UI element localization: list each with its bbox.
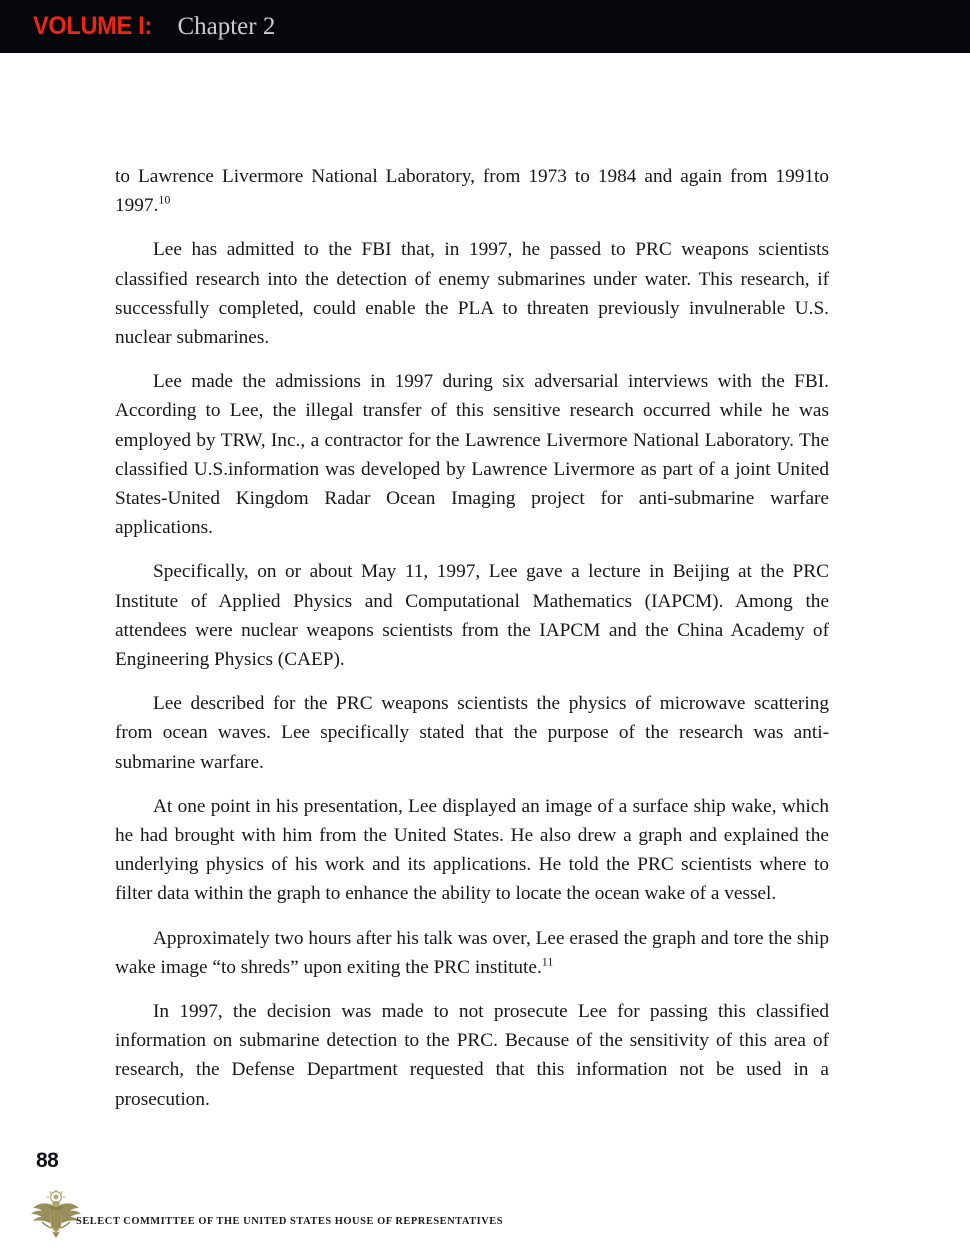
page-footer [28,1188,628,1240]
paragraph-text: Lee described for the PRC weapons scientists the physics of microwave scattering from ocean waves. Lee specifically stated that the purpose of the research was anti-submarine warfare. [115,693,829,773]
body-paragraph [115,557,829,674]
chapter-label: Chapter 2 [177,13,276,40]
body-paragraph [115,689,829,777]
paragraph-text: Approximately two hours after his talk was over, Lee erased the graph and tore the ship wake image “to shreds” upon exiting the PRC institute. [115,927,829,978]
body-paragraph [115,235,829,352]
footnote-marker[interactable]: 10 [158,192,171,207]
body-paragraph [115,924,829,982]
document-body [115,162,829,1114]
paragraph-text: Lee made the admissions in 1997 during six adversarial interviews with the FBI. According to Lee, the illegal transfer of this sensitive research occurred while he was employed by TRW, Inc., a contractor for the Lawrence Livermore National Laboratory. The classified U.S.information was developed by Lawrence Livermore as part of a joint United States-United Kingdom Radar Ocean Imaging project for anti-submarine warfare applications. [115,371,829,539]
paragraph-text: Lee has admitted to the FBI that, in 1997, he passed to PRC weapons scientists classified research into the detection of enemy submarines under water. This research, if successfully completed, could enable the PLA to threaten previously invulnerable U.S. nuclear submarines. [115,239,829,349]
footnote-marker[interactable]: 11 [541,954,554,969]
paragraph-text: Specifically, on or about May 11, 1997, Lee gave a lecture in Beijing at the PRC Institute of Applied Physics and Computational Mathematics (IAPCM). Among the attendees were nuclear weapons scientists from the IAPCM and the China Academy of Engineering Physics (CAEP). [115,561,829,671]
volume-label: VOLUME I: [33,12,152,40]
us-house-eagle-seal-icon [28,1188,84,1240]
body-paragraph [115,367,829,542]
paragraph-text: At one point in his presentation, Lee displayed an image of a surface ship wake, which he had brought with him from the United States. He also drew a graph and explained the underlying physics of his work and its applications. He told the PRC scientists where to filter data within the graph to enhance the ability to locate the ocean wake of a vessel. [115,795,829,905]
page-number: 88 [36,1149,59,1172]
page-header-bar [0,0,970,53]
committee-footer-text: SELECT COMMITTEE OF THE UNITED STATES HOUSE OF REPRESENTATIVES [76,1216,504,1227]
body-paragraph [115,792,829,909]
body-paragraph [115,162,829,220]
paragraph-text: to Lawrence Livermore National Laboratory, from 1973 to 1984 and again from 1991to 1997. [115,166,829,217]
paragraph-text: In 1997, the decision was made to not prosecute Lee for passing this classified information on submarine detection to the PRC. Because of the sensitivity of this area of research, the Defense Department requested that this information not be used in a prosecution. [115,1001,829,1110]
body-paragraph [115,997,829,1114]
